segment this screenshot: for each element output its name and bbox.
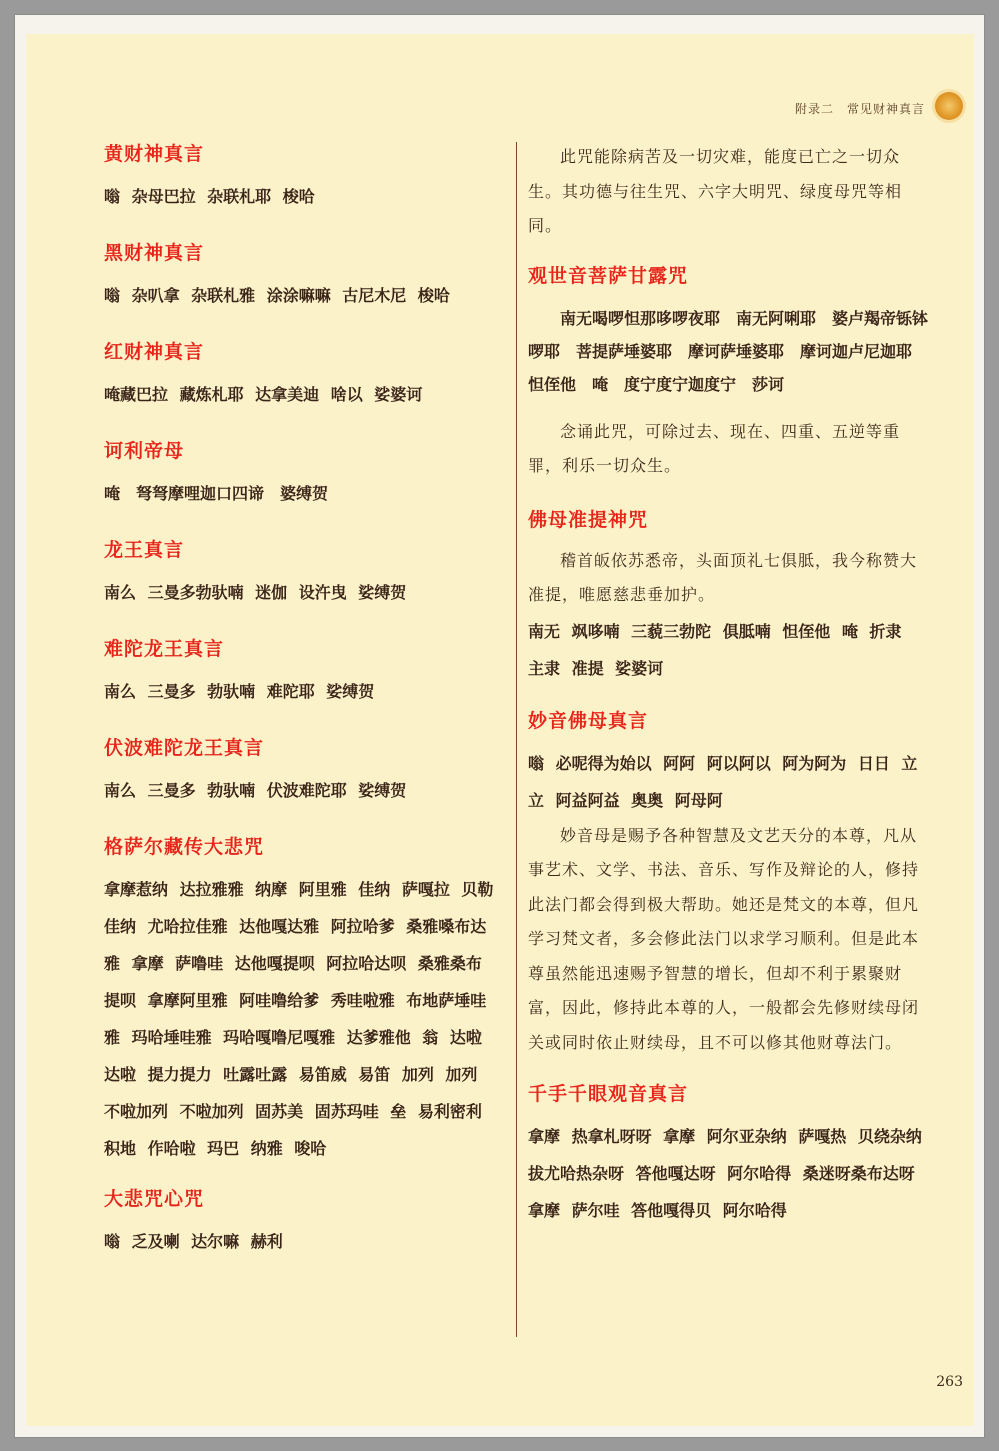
intro-paragraph: 此咒能除病苦及一切灾难，能度已亡之一切众生。其功德与往生咒、六字大明咒、绿度母咒等相同。 (528, 147, 903, 235)
section-title-saraswati: 妙音佛母真言 (528, 709, 649, 732)
mantra-guanyin-amrita: 南无喝啰怛那哆啰夜耶 南无阿唎耶 婆卢羯帝铄钵啰耶 菩提萨埵婆耶 摩诃萨埵婆耶 摩诃迦卢尼迦耶 怛侄他 唵 度宁度宁迦度宁 莎诃 (528, 308, 929, 394)
running-header: 附录二 常见财神真言 (794, 102, 925, 116)
mantra-nanda-dragon-king: 南么 三曼多 勃驮喃 难陀耶 娑缚贺 (104, 682, 375, 701)
section-title-guanyin-amrita: 观世音菩萨甘露咒 (528, 264, 689, 287)
mantra-yellow-jambhala: 嗡 杂母巴拉 杂联札耶 梭哈 (104, 187, 315, 206)
note-saraswati: 妙音母是赐予各种智慧及文艺天分的本尊，凡从事艺术、文学、书法、音乐、写作及辩论的人，修持此法门都会得到极大帮助。她还是梵文的本尊，但凡学习梵文者，多会修此法门以求学习顺利。但是此本尊虽然能迅速赐予智慧的增长，但却不利于累聚财富，因此，修持此本尊的人，一般都会先修财续母闭关或同时依止财续母，且不可以修其他财尊法门。 (528, 825, 920, 1052)
section-title-thousand-hands: 千手千眼观音真言 (528, 1083, 689, 1105)
section-title-cundi: 佛母准提神咒 (528, 508, 649, 531)
column-divider (516, 142, 517, 1337)
verse-cundi: 稽首皈依苏悉帝，头面顶礼七俱胝，我今称赞大准提，唯愿慈悲垂加护。 (528, 550, 918, 604)
section-title-hariti: 诃利帝母 (104, 440, 185, 462)
mantra-dragon-king: 南么 三曼多勃驮喃 迷伽 设汻曳 娑缚贺 (104, 583, 407, 602)
left-column (104, 140, 496, 1260)
mantra-hariti: 唵 弩弩摩哩迦口四谛 婆缚贺 (104, 484, 329, 503)
mantra-gesar-great-compassion: 拿摩惹纳 达拉雅雅 纳摩 阿里雅 佳纳 萨嘎拉 贝勒佳纳 尤哈拉佳雅 达他嘎达雅 阿拉哈爹 桑雅嗓布达雅 拿摩 萨噜哇 达他嘎提呗 阿拉哈达呗 桑雅桑布提呗 拿摩阿里雅 阿哇噜给爹 秀哇啦雅 布地萨埵哇雅 玛哈埵哇雅 玛哈嘎噜尼嘎雅 达爹雅他 翁 达啦达啦 提力提力 吐露吐露 易笛威 易笛 加列 加列 不啦加列 不啦加列 固苏美 固苏玛哇 垒 易利密利 积地 作哈啦 玛巴 纳雅 唆哈 (104, 880, 494, 1158)
section-title-nanda-dragon-king: 难陀龙王真言 (104, 638, 225, 660)
mantra-great-compassion-heart: 嗡 乏及喇 达尔嘛 赫利 (104, 1232, 283, 1251)
section-title-black-jambhala: 黑财神真言 (104, 242, 205, 264)
mantra-saraswati: 嗡 必呢得为始以 阿阿 阿以阿以 阿为阿为 日日 立立 阿益阿益 奥奥 阿母阿 (528, 753, 918, 810)
mantra-black-jambhala: 嗡 杂叭拿 杂联札雅 涂涂嘛嘛 古尼木尼 梭哈 (104, 286, 450, 305)
note-guanyin-amrita: 念诵此咒，可除过去、现在、四重、五逆等重罪，利乐一切众生。 (528, 421, 901, 475)
section-title-upananda-dragon-king: 伏波难陀龙王真言 (104, 737, 265, 759)
section-title-great-compassion-heart: 大悲咒心咒 (104, 1188, 205, 1210)
section-title-gesar-great-compassion: 格萨尔藏传大悲咒 (104, 836, 265, 858)
mantra-thousand-hands: 拿摩 热拿札呀呀 拿摩 阿尔亚杂纳 萨嘎热 贝绕杂纳 拔尤哈热杂呀 答他嘎达呀 阿尔哈得 桑迷呀桑布达呀 拿摩 萨尔哇 答他嘎得贝 阿尔哈得 (528, 1127, 922, 1220)
page-number: 263 (936, 1374, 963, 1390)
section-title-yellow-jambhala: 黄财神真言 (104, 143, 205, 165)
right-column (528, 140, 928, 1229)
mantra-upananda-dragon-king: 南么 三曼多 勃驮喃 伏波难陀耶 娑缚贺 (104, 781, 407, 800)
section-title-red-jambhala: 红财神真言 (104, 341, 205, 363)
mantra-cundi: 南无 飒哆喃 三藐三勃陀 俱胝喃 怛侄他 唵 折隶 主隶 准提 娑婆诃 (528, 621, 902, 678)
section-title-dragon-king: 龙王真言 (104, 539, 185, 561)
mantra-red-jambhala: 唵藏巴拉 藏炼札耶 达拿美迪 啥以 娑婆诃 (104, 385, 423, 404)
lotus-ornament-icon (935, 92, 963, 120)
